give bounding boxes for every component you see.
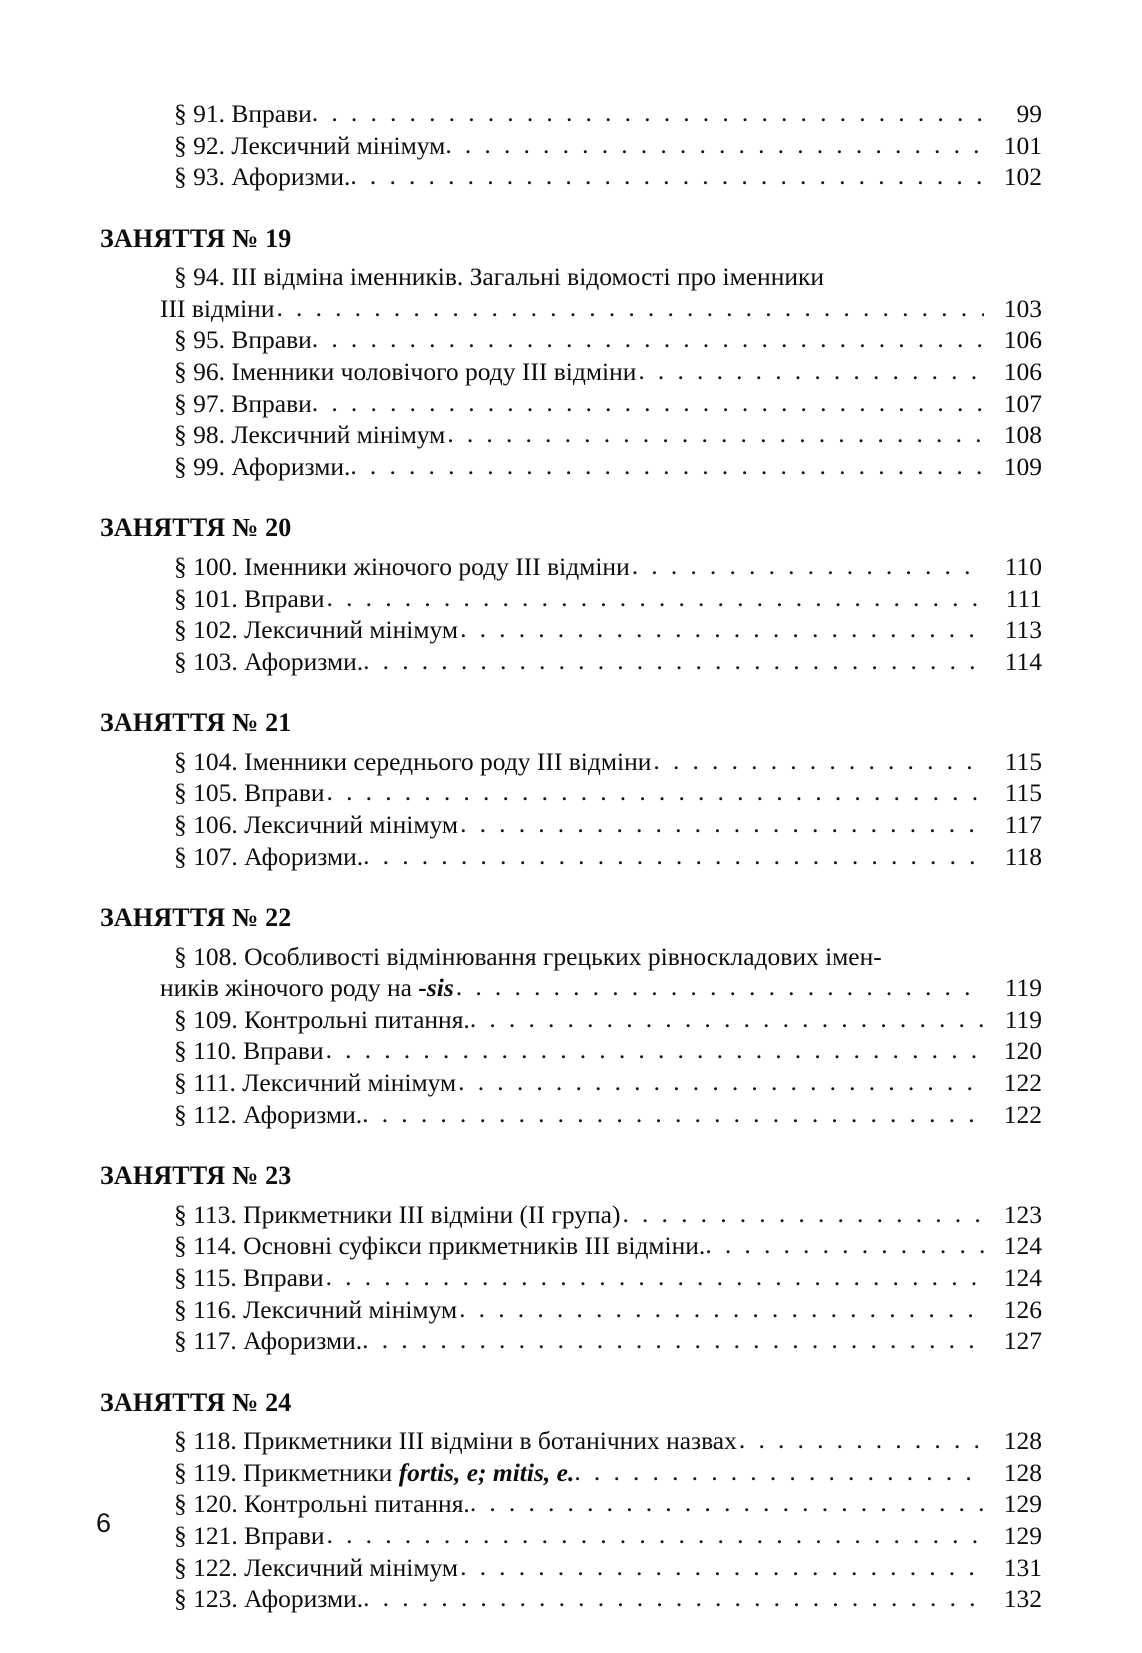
toc-group-heading: ЗАНЯТТЯ № 21 bbox=[100, 708, 292, 738]
toc-entry-line bbox=[100, 1425, 1042, 1457]
toc-entry-label: § 120. Контрольні питання. bbox=[174, 1489, 470, 1519]
toc-entry-line bbox=[100, 261, 1042, 293]
toc-entry-page-number[interactable]: 113 bbox=[1004, 615, 1042, 645]
toc-entry-page-number[interactable]: 120 bbox=[1003, 1036, 1042, 1066]
toc-entry-line bbox=[100, 646, 1042, 678]
toc-group bbox=[100, 1387, 1042, 1615]
toc-entry-label: § 114. Основні суфікси прикметників III відміни. bbox=[174, 1231, 706, 1261]
toc-entry[interactable] bbox=[100, 809, 1042, 841]
toc-entry-page-number[interactable]: 117 bbox=[1004, 810, 1042, 839]
toc-entry-label-continued: III відміни bbox=[160, 293, 275, 323]
toc-entry-label: § 104. Іменники середнього роду III відміни bbox=[174, 746, 652, 776]
toc-entry-line bbox=[100, 809, 1042, 841]
dot-leader bbox=[327, 1519, 984, 1551]
toc-entry[interactable] bbox=[100, 941, 1042, 1004]
toc-entry-line bbox=[100, 324, 1042, 356]
dot-leader bbox=[362, 1098, 984, 1130]
toc-entry-label: § 107. Афоризми. bbox=[174, 841, 364, 871]
toc-entry[interactable] bbox=[100, 419, 1042, 451]
toc-group bbox=[100, 707, 1042, 872]
toc-entry-page-number[interactable]: 115 bbox=[1004, 746, 1042, 776]
toc-entry[interactable] bbox=[100, 1552, 1042, 1584]
dot-leader bbox=[459, 1293, 984, 1325]
toc-group-heading: ЗАНЯТТЯ № 19 bbox=[100, 223, 292, 253]
dot-leader bbox=[445, 129, 984, 161]
toc-entry[interactable] bbox=[100, 388, 1042, 420]
dot-leader bbox=[327, 776, 984, 808]
toc-entry-label: § 118. Прикметники III відміни в ботанічних назвах bbox=[174, 1426, 737, 1456]
table-of-contents bbox=[100, 98, 1042, 1615]
dot-leader bbox=[312, 323, 984, 355]
dot-leader bbox=[362, 1324, 984, 1356]
toc-entry-line bbox=[100, 1325, 1042, 1357]
toc-entry-label: § 101. Вправи bbox=[174, 583, 325, 613]
toc-entry-label: § 96. Іменники чоловічого роду III відміни bbox=[174, 357, 637, 387]
toc-entry[interactable] bbox=[100, 1457, 1042, 1489]
toc-entry-line bbox=[100, 419, 1042, 451]
toc-entry[interactable] bbox=[100, 551, 1042, 583]
toc-entry-page-number[interactable]: 126 bbox=[1003, 1294, 1042, 1324]
dot-leader bbox=[705, 1229, 984, 1261]
toc-entry-line bbox=[100, 1294, 1042, 1326]
toc-entry[interactable] bbox=[100, 1294, 1042, 1326]
toc-entry-page-number[interactable]: 118 bbox=[1004, 841, 1042, 871]
toc-entry-page-number[interactable]: 119 bbox=[1004, 973, 1042, 1003]
toc-entry[interactable] bbox=[100, 841, 1042, 873]
toc-entry-page-number[interactable]: 127 bbox=[1003, 1326, 1042, 1356]
dot-leader bbox=[470, 1003, 984, 1035]
toc-entry-label: § 109. Контрольні питання. bbox=[174, 1004, 470, 1034]
toc-entry-line bbox=[100, 98, 1042, 130]
toc-entry-page-number[interactable]: 131 bbox=[1003, 1552, 1042, 1582]
toc-entry[interactable] bbox=[100, 1262, 1042, 1294]
toc-entry-line bbox=[100, 1230, 1042, 1262]
dot-leader bbox=[350, 160, 984, 192]
toc-entry-page-number[interactable]: 106 bbox=[1003, 357, 1042, 387]
toc-entry-page-number[interactable]: 124 bbox=[1003, 1262, 1042, 1292]
toc-entry-continuation-line bbox=[100, 972, 1042, 1004]
toc-group bbox=[100, 223, 1042, 483]
toc-entry-page-number[interactable]: 108 bbox=[1003, 420, 1042, 450]
toc-entry-label: § 91. Вправи bbox=[174, 99, 312, 128]
toc-entry[interactable] bbox=[100, 1583, 1042, 1615]
toc-entry-label: § 95. Вправи bbox=[174, 325, 312, 355]
dot-leader bbox=[350, 450, 984, 482]
toc-entry-line bbox=[100, 1035, 1042, 1067]
toc-entry[interactable] bbox=[100, 646, 1042, 678]
toc-entry-list bbox=[100, 551, 1042, 677]
dot-leader bbox=[363, 1582, 984, 1614]
toc-entry-label: § 111. Лексичний мінімум bbox=[174, 1068, 457, 1098]
toc-entry-line bbox=[100, 161, 1042, 193]
toc-entry-page-number[interactable]: 101 bbox=[1003, 130, 1042, 160]
page-folio-number: 6 bbox=[96, 1508, 112, 1538]
toc-entry-page-number[interactable]: 115 bbox=[1004, 778, 1042, 808]
toc-entry-list bbox=[100, 98, 1042, 193]
toc-entry-latin-term: fortis, e; mitis, e. bbox=[398, 1457, 575, 1487]
toc-entry-line bbox=[100, 1004, 1042, 1036]
toc-entry-page-number[interactable]: 109 bbox=[1003, 451, 1042, 481]
toc-entry-line bbox=[100, 1262, 1042, 1294]
toc-entry[interactable] bbox=[100, 746, 1042, 778]
toc-entry-page-number[interactable]: 128 bbox=[1003, 1457, 1042, 1487]
toc-entry-label: § 112. Афоризми. bbox=[174, 1099, 363, 1129]
toc-entry[interactable] bbox=[100, 583, 1042, 615]
toc-entry[interactable] bbox=[100, 1520, 1042, 1552]
toc-entry[interactable] bbox=[100, 1425, 1042, 1457]
toc-entry-label: § 117. Афоризми. bbox=[174, 1326, 363, 1356]
toc-group-heading: ЗАНЯТТЯ № 22 bbox=[100, 903, 292, 933]
dot-leader bbox=[470, 1487, 984, 1519]
toc-entry-label bbox=[174, 1457, 574, 1489]
toc-entry[interactable] bbox=[100, 98, 1042, 130]
toc-entry[interactable] bbox=[100, 614, 1042, 646]
toc-entry-label: § 102. Лексичний мінімум bbox=[174, 615, 459, 645]
toc-entry-label: § 100. Іменники жіночого роду III відміни bbox=[174, 551, 630, 581]
toc-entry-latin-term: -sis bbox=[418, 973, 454, 1003]
dot-leader bbox=[327, 582, 984, 614]
dot-leader bbox=[458, 1066, 984, 1098]
toc-group bbox=[100, 98, 1042, 193]
toc-entry-line bbox=[100, 1552, 1042, 1584]
dot-leader bbox=[638, 355, 984, 387]
toc-group-heading: ЗАНЯТТЯ № 23 bbox=[100, 1161, 292, 1191]
dot-leader bbox=[739, 1424, 984, 1456]
toc-entry-line bbox=[100, 356, 1042, 388]
toc-entry[interactable] bbox=[100, 1488, 1042, 1520]
toc-entry-label: § 115. Вправи bbox=[174, 1262, 324, 1292]
toc-entry-list bbox=[100, 261, 1042, 482]
toc-entry-label: § 108. Особливості відмінювання грецьких рівноскладових імен- bbox=[174, 941, 882, 971]
toc-entry-page-number[interactable]: 106 bbox=[1003, 325, 1042, 355]
toc-entry-line bbox=[100, 1099, 1042, 1131]
dot-leader bbox=[653, 745, 984, 777]
dot-leader bbox=[312, 97, 984, 129]
toc-entry[interactable] bbox=[100, 1199, 1042, 1231]
toc-entry-list bbox=[100, 746, 1042, 872]
toc-entry-page-number[interactable]: 119 bbox=[1004, 1004, 1042, 1034]
toc-entry-page-number[interactable]: 102 bbox=[1003, 162, 1042, 192]
toc-entry[interactable] bbox=[100, 356, 1042, 388]
toc-entry-page-number[interactable]: 103 bbox=[1003, 293, 1042, 323]
toc-entry-label-text: ників жіночого роду на bbox=[160, 973, 419, 1003]
toc-entry-line bbox=[100, 941, 1042, 973]
toc-entry-line bbox=[100, 1457, 1042, 1489]
toc-entry-line bbox=[100, 777, 1042, 809]
toc-entry-label: § 123. Афоризми. bbox=[174, 1584, 364, 1614]
dot-leader bbox=[460, 808, 984, 840]
toc-entry-line bbox=[100, 746, 1042, 778]
dot-leader bbox=[460, 1551, 984, 1583]
toc-entry-page-number[interactable]: 129 bbox=[1003, 1489, 1042, 1519]
toc-entry-page-number[interactable]: 132 bbox=[1003, 1584, 1042, 1614]
dot-leader bbox=[447, 418, 984, 450]
toc-entry-label: § 105. Вправи bbox=[174, 778, 325, 808]
toc-entry-line bbox=[100, 841, 1042, 873]
toc-entry-line bbox=[100, 1583, 1042, 1615]
toc-entry-label: § 110. Вправи bbox=[174, 1036, 324, 1066]
toc-entry-page-number[interactable]: 110 bbox=[1004, 551, 1042, 581]
dot-leader bbox=[456, 971, 984, 1003]
toc-entry[interactable] bbox=[100, 130, 1042, 162]
toc-entry[interactable] bbox=[100, 161, 1042, 193]
dot-leader bbox=[363, 645, 984, 677]
dot-leader bbox=[622, 1198, 984, 1230]
toc-group bbox=[100, 512, 1042, 677]
toc-entry-line bbox=[100, 130, 1042, 162]
toc-entry-page-number[interactable]: 122 bbox=[1003, 1099, 1042, 1129]
dot-leader bbox=[312, 387, 984, 419]
toc-entry-line bbox=[100, 1488, 1042, 1520]
toc-group bbox=[100, 1160, 1042, 1356]
toc-entry-label: § 106. Лексичний мінімум bbox=[174, 810, 459, 839]
toc-entry-label: § 122. Лексичний мінімум bbox=[174, 1552, 459, 1582]
toc-entry-list bbox=[100, 941, 1042, 1131]
toc-entry-label: § 121. Вправи bbox=[174, 1521, 325, 1550]
toc-group bbox=[100, 902, 1042, 1130]
toc-entry-list bbox=[100, 1199, 1042, 1357]
toc-entry-page-number[interactable]: 128 bbox=[1003, 1426, 1042, 1456]
toc-entry-label: § 116. Лексичний мінімум bbox=[174, 1294, 458, 1324]
toc-entry-line bbox=[100, 614, 1042, 646]
toc-entry-label: § 113. Прикметники III відміни (II група) bbox=[174, 1199, 621, 1229]
toc-entry[interactable] bbox=[100, 1067, 1042, 1099]
toc-entry[interactable] bbox=[100, 1230, 1042, 1262]
toc-entry-line bbox=[100, 388, 1042, 420]
toc-entry[interactable] bbox=[100, 324, 1042, 356]
toc-entry-line bbox=[100, 551, 1042, 583]
toc-entry-label: § 93. Афоризми. bbox=[174, 162, 351, 192]
toc-entry[interactable] bbox=[100, 1325, 1042, 1357]
dot-leader bbox=[460, 613, 984, 645]
toc-entry[interactable] bbox=[100, 451, 1042, 483]
toc-entry-page-number[interactable]: 114 bbox=[1004, 646, 1042, 676]
toc-group-heading: ЗАНЯТТЯ № 20 bbox=[100, 513, 292, 543]
toc-entry-label: § 97. Вправи bbox=[174, 388, 312, 418]
dot-leader bbox=[276, 292, 984, 324]
toc-entry-page-number[interactable]: 107 bbox=[1003, 388, 1042, 418]
toc-entry-page-number[interactable]: 129 bbox=[1003, 1521, 1042, 1550]
dot-leader bbox=[632, 550, 984, 582]
toc-entry-page-number[interactable]: 111 bbox=[1005, 583, 1042, 613]
toc-entry-line bbox=[100, 583, 1042, 615]
toc-entry-line bbox=[100, 1520, 1042, 1552]
toc-entry-continuation-line bbox=[100, 293, 1042, 325]
dot-leader bbox=[326, 1034, 984, 1066]
toc-entry[interactable] bbox=[100, 1099, 1042, 1131]
toc-entry[interactable] bbox=[100, 777, 1042, 809]
toc-entry-label-continued bbox=[160, 972, 454, 1004]
toc-entry[interactable] bbox=[100, 1035, 1042, 1067]
toc-entry[interactable] bbox=[100, 261, 1042, 324]
toc-entry-label: § 99. Афоризми. bbox=[174, 451, 351, 481]
toc-entry-line bbox=[100, 1199, 1042, 1231]
toc-entry-label: § 92. Лексичний мінімум bbox=[174, 130, 446, 160]
dot-leader bbox=[363, 840, 984, 872]
toc-entry-label: § 98. Лексичний мінімум bbox=[174, 420, 446, 450]
toc-entry[interactable] bbox=[100, 1004, 1042, 1036]
toc-entry-label: § 94. III відміна іменників. Загальні відомості про іменники bbox=[174, 262, 825, 292]
toc-entry-line bbox=[100, 451, 1042, 483]
toc-entry-page-number[interactable]: 124 bbox=[1003, 1231, 1042, 1261]
toc-entry-page-number[interactable]: 99 bbox=[1016, 99, 1042, 128]
toc-entry-label: § 103. Афоризми. bbox=[174, 646, 364, 676]
dot-leader bbox=[326, 1261, 984, 1293]
toc-entry-page-number[interactable]: 122 bbox=[1003, 1068, 1042, 1098]
toc-entry-list bbox=[100, 1425, 1042, 1615]
toc-entry-page-number[interactable]: 123 bbox=[1003, 1199, 1042, 1229]
toc-group-heading: ЗАНЯТТЯ № 24 bbox=[100, 1387, 292, 1417]
toc-entry-label-text: § 119. Прикметники bbox=[174, 1457, 399, 1487]
toc-entry-line bbox=[100, 1067, 1042, 1099]
dot-leader bbox=[574, 1456, 984, 1488]
